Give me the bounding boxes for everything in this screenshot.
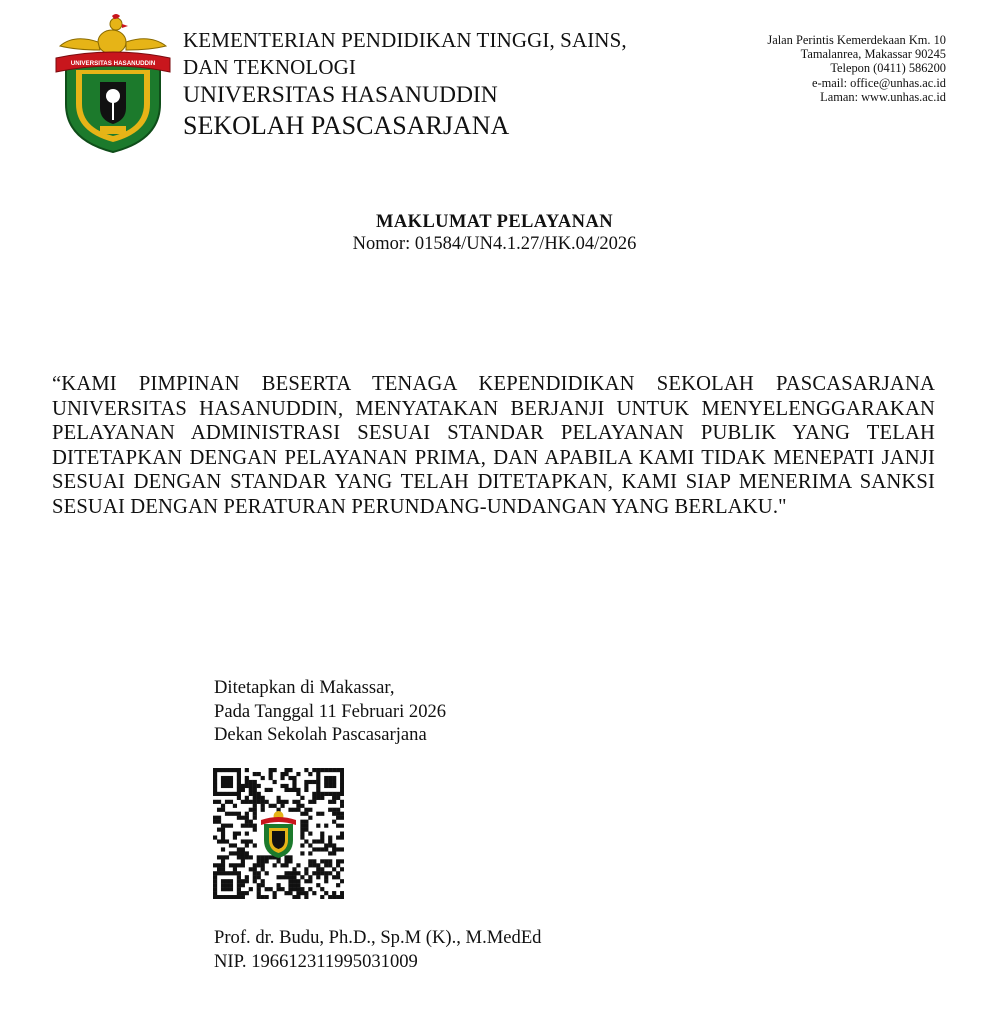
signer-name: Prof. dr. Budu, Ph.D., Sp.M (K)., M.MedEd <box>214 927 542 948</box>
qr-center-crest-icon <box>261 811 296 858</box>
signer-nip: NIP. 196612311995031009 <box>214 950 418 972</box>
address-street: Jalan Perintis Kemerdekaan Km. 10 <box>767 33 946 47</box>
address-website: Laman: www.unhas.ac.id <box>820 89 946 104</box>
university-crest-icon <box>54 12 172 154</box>
signature-place: Ditetapkan di Makassar, <box>214 677 395 698</box>
ministry-line-2: DAN TEKNOLOGI <box>183 55 356 79</box>
qr-code-icon <box>213 768 344 899</box>
document-title: MAKLUMAT PELAYANAN <box>376 212 613 232</box>
signature-position: Dekan Sekolah Pascasarjana <box>214 724 427 745</box>
document-heading <box>0 211 989 256</box>
address-email: e-mail: office@unhas.ac.id <box>811 75 946 90</box>
svg-text:UNIVERSITAS HASANUDDIN: UNIVERSITAS HASANUDDIN <box>70 60 156 67</box>
address-phone: Telepon (0411) 586200 <box>830 61 946 76</box>
university-name: UNIVERSITAS HASANUDDIN <box>183 82 498 108</box>
ministry-line-1: KEMENTERIAN PENDIDIKAN TINGGI, SAINS, <box>183 28 627 52</box>
signer-block <box>214 926 541 973</box>
address-city: Tamalanrea, Makassar 90245 <box>800 47 946 62</box>
school-name: SEKOLAH PASCASARJANA <box>183 111 510 140</box>
pledge-text: “KAMI PIMPINAN BESERTA TENAGA KEPENDIDIKAN SEKOLAH PASCASARJANA UNIVERSITAS HASANUDDIN, MENYATAKAN BERJANJI UNTUK MENYELENGGARAKAN PELAYANAN ADMINISTRASI SESUAI STANDAR PELAYANAN PUBLIK YANG TELAH DITETAPKAN DENGAN PELAYANAN PRIMA, DAN APABILA KAMI TIDAK MENEPATI JANJI SESUAI DENGAN STANDAR YANG TELAH DITETAPKAN, KAMI SIAP MENERIMA SANKSI SESUAI DENGAN PERATURAN PERUNDANG-UNDANGAN YANG BERLAKU." <box>52 373 935 518</box>
address-block <box>767 33 946 104</box>
document-number: Nomor: 01584/UN4.1.27/HK.04/2026 <box>352 234 637 254</box>
signature-block <box>214 676 446 747</box>
signature-date: Pada Tanggal 11 Februari 2026 <box>214 700 447 722</box>
letterhead <box>183 30 627 143</box>
